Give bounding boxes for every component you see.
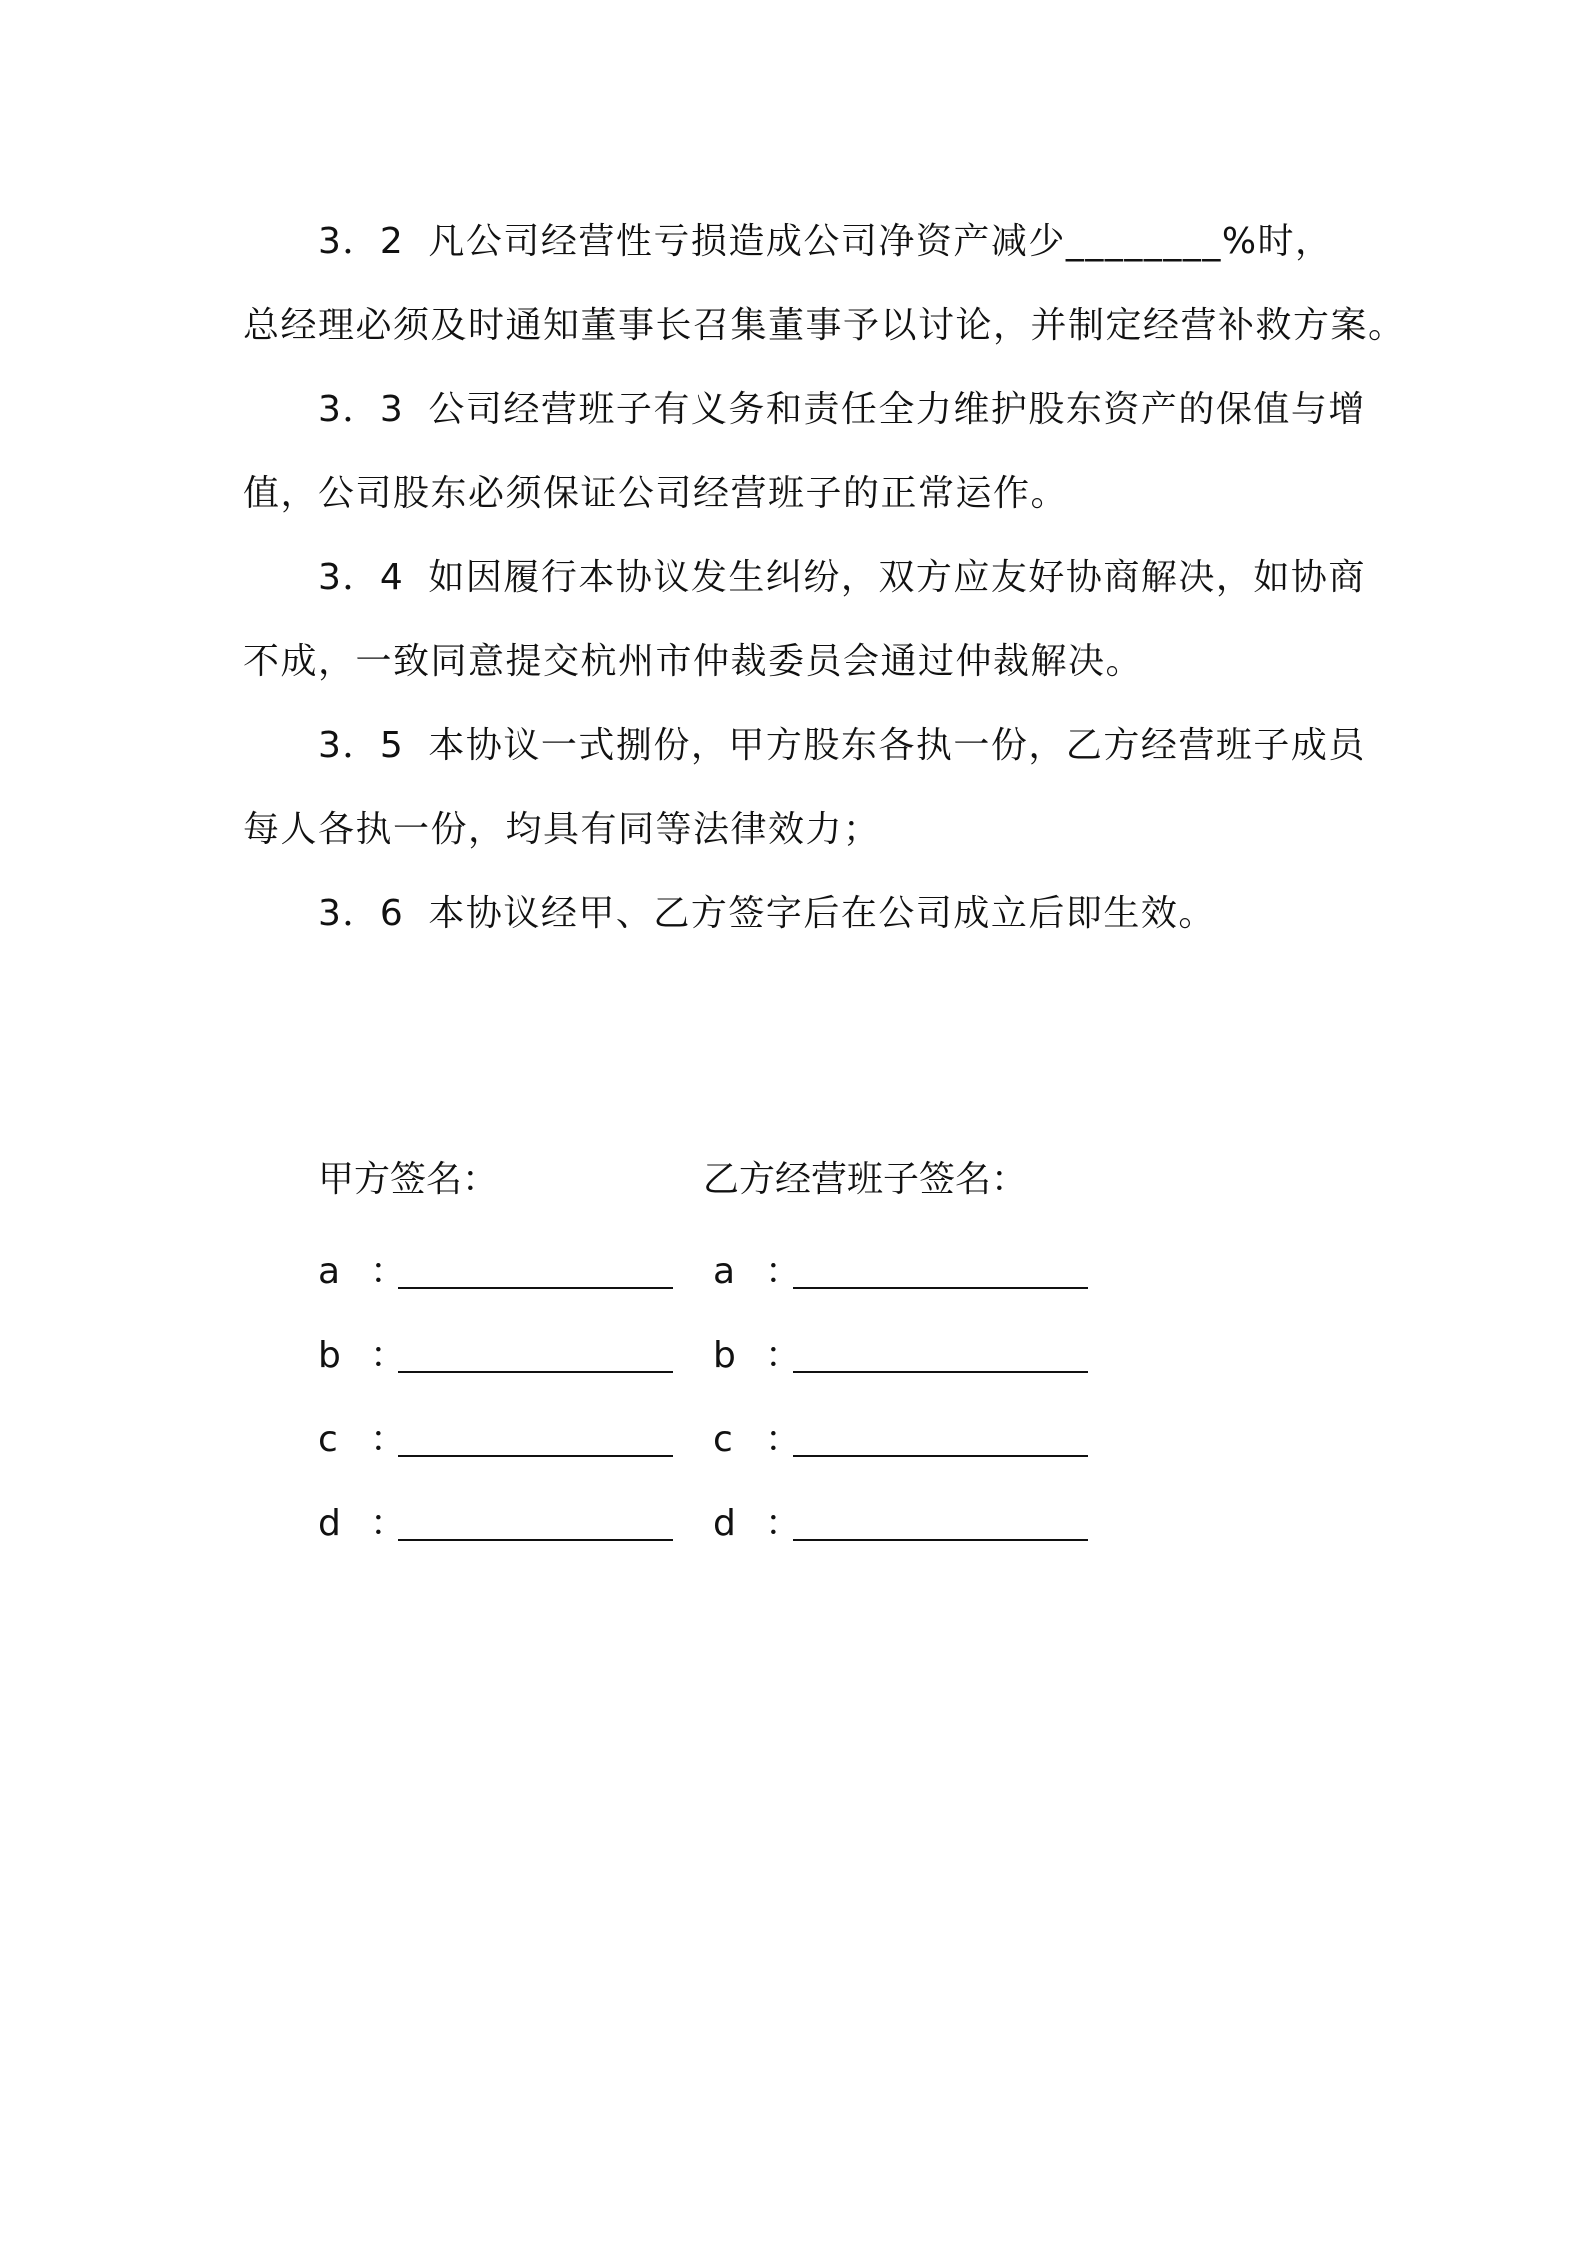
clause-text: 值，公司股东必须保证公司经营班子的正常运作。: [243, 473, 1069, 514]
party-b-signature-line-c[interactable]: [713, 1398, 1088, 1482]
signature-blank[interactable]: [793, 1247, 1088, 1289]
clause-text: 本协议经甲、乙方签字后在公司成立后即生效。: [428, 893, 1216, 934]
signer-colon: ：: [370, 1419, 407, 1460]
signer-colon: ：: [765, 1503, 802, 1544]
signature-blank[interactable]: [793, 1415, 1088, 1457]
signer-colon: ：: [765, 1251, 802, 1292]
signer-colon: ：: [765, 1419, 802, 1460]
signer-label: c: [318, 1419, 338, 1460]
party-b-signature-line-a[interactable]: [713, 1230, 1088, 1314]
signer-colon: ：: [370, 1335, 407, 1376]
signer-colon: ：: [370, 1503, 407, 1544]
clause-text: 总经理必须及时通知董事长召集董事予以讨论，并制定经营补救方案。: [243, 305, 1406, 346]
signature-blank[interactable]: [398, 1247, 673, 1289]
clause-text: 公司经营班子有义务和责任全力维护股东资产的保值与增: [428, 389, 1366, 430]
clause-3-5: [243, 704, 1373, 872]
clause-number: 3．3: [318, 389, 405, 430]
clause-text: 本协议一式捌份，甲方股东各执一份，乙方经营班子成员: [428, 725, 1366, 766]
clause-text: 如因履行本协议发生纠纷，双方应友好协商解决，如协商: [428, 557, 1366, 598]
clause-3-2: [243, 200, 1406, 368]
signer-colon: ：: [370, 1251, 407, 1292]
clause-number: 3．6: [318, 893, 405, 934]
clause-3-6: [243, 872, 1373, 956]
signature-block: [318, 1230, 1218, 1566]
party-a-signature-line-a[interactable]: [318, 1230, 673, 1314]
signer-label: b: [713, 1335, 736, 1376]
signer-label: c: [713, 1419, 733, 1460]
signature-row: [318, 1314, 1218, 1398]
clause-text: 凡公司经营性亏损造成公司净资产减少________%时，: [428, 221, 1333, 262]
signer-label: a: [713, 1251, 736, 1292]
party-a-signature-label: 甲方签名：: [318, 1159, 499, 1200]
clause-text: 每人各执一份，均具有同等法律效力；: [243, 809, 881, 850]
signer-label: a: [318, 1251, 341, 1292]
document-body: [243, 200, 1406, 1544]
party-b-signature-line-d[interactable]: [713, 1482, 1088, 1566]
signature-row: [318, 1398, 1218, 1482]
party-b-signature-line-b[interactable]: [713, 1314, 1088, 1398]
clause-number: 3．4: [318, 557, 405, 598]
signature-blank[interactable]: [793, 1499, 1088, 1541]
signer-label: d: [713, 1503, 736, 1544]
clause-3-3: [243, 368, 1373, 536]
signature-row: [318, 1482, 1218, 1566]
clause-number: 3．2: [318, 221, 405, 262]
clause-text: 不成，一致同意提交杭州市仲裁委员会通过仲裁解决。: [243, 641, 1144, 682]
party-a-signature-line-c[interactable]: [318, 1398, 673, 1482]
signer-label: d: [318, 1503, 341, 1544]
clause-3-4: [243, 536, 1373, 704]
signature-blank[interactable]: [398, 1415, 673, 1457]
signature-row: [318, 1230, 1218, 1314]
signer-colon: ：: [765, 1335, 802, 1376]
party-a-signature-line-b[interactable]: [318, 1314, 673, 1398]
clause-number: 3．5: [318, 725, 405, 766]
party-a-signature-line-d[interactable]: [318, 1482, 673, 1566]
signer-label: b: [318, 1335, 341, 1376]
party-b-signature-label: 乙方经营班子签名：: [703, 1159, 1028, 1200]
signature-blank[interactable]: [398, 1331, 673, 1373]
signature-blank[interactable]: [793, 1331, 1088, 1373]
signature-blank[interactable]: [398, 1499, 673, 1541]
